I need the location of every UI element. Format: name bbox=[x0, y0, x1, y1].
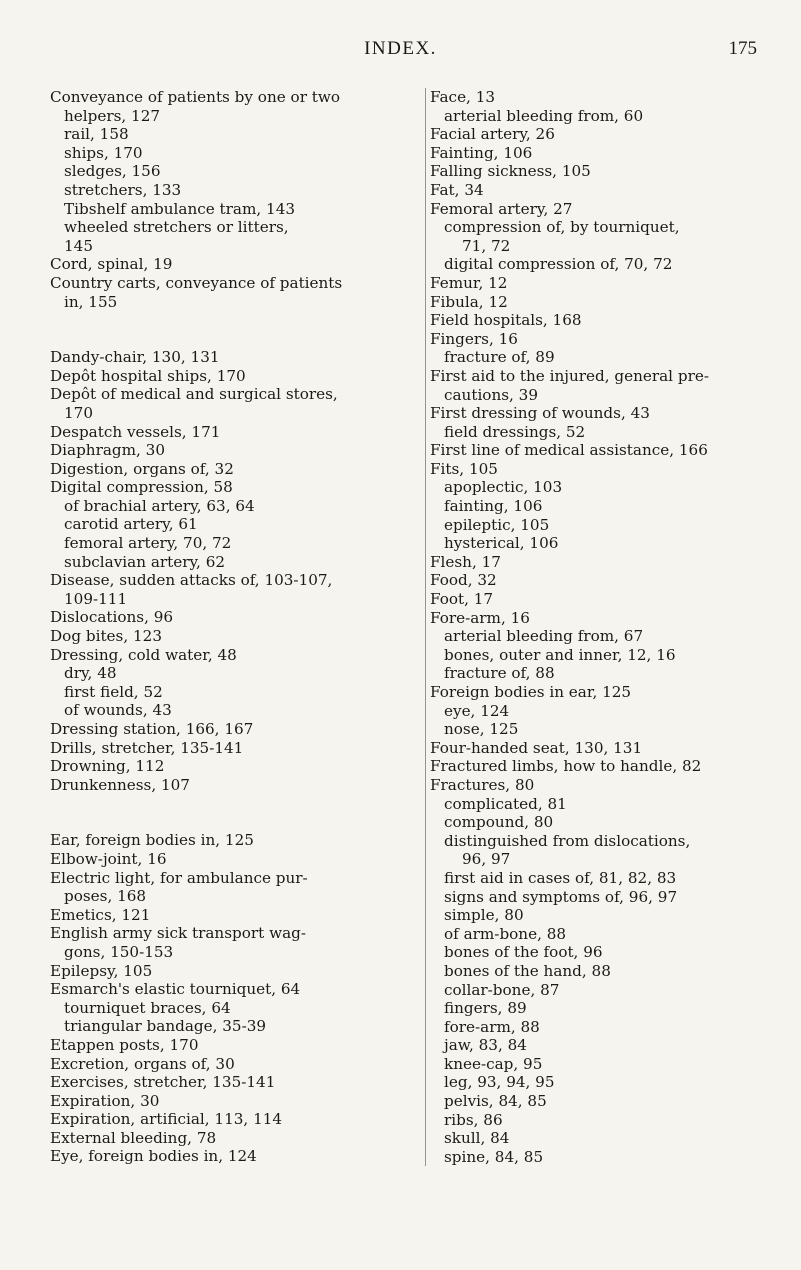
index-subentry: Tibshelf ambulance tram, 143 bbox=[64, 199, 296, 218]
index-entry: First dressing of wounds, 43 bbox=[430, 404, 650, 423]
index-entry: Eye, foreign bodies in, 124 bbox=[50, 1147, 257, 1166]
index-entry: Digital compression, 58 bbox=[50, 478, 233, 497]
page-header bbox=[0, 38, 801, 68]
index-subentry: bones of the foot, 96 bbox=[444, 943, 603, 962]
index-subentry: of arm-bone, 88 bbox=[444, 924, 567, 943]
index-subentry: fingers, 89 bbox=[444, 999, 527, 1018]
index-subentry: bones of the hand, 88 bbox=[444, 961, 611, 980]
index-subentry: 96, 97 bbox=[462, 850, 511, 869]
index-entry: Elbow-joint, 16 bbox=[50, 849, 167, 868]
index-subentry: compound, 80 bbox=[444, 813, 554, 832]
section-gap bbox=[50, 794, 410, 831]
index-entry: Diaphragm, 30 bbox=[50, 441, 166, 460]
index-entry: Cord, spinal, 19 bbox=[50, 255, 173, 274]
index-entry: Drunkenness, 107 bbox=[50, 775, 190, 794]
index-subentry: first aid in cases of, 81, 82, 83 bbox=[444, 868, 677, 887]
index-subentry: collar-bone, 87 bbox=[444, 980, 560, 999]
index-entry: Fractures, 80 bbox=[430, 775, 535, 794]
index-entry: Electric light, for ambulance pur- bbox=[50, 868, 308, 887]
index-subentry: gons, 150-153 bbox=[64, 942, 174, 961]
index-subentry: 109-111 bbox=[64, 589, 128, 608]
index-subentry: helpers, 127 bbox=[64, 106, 161, 125]
index-subentry: 145 bbox=[64, 236, 93, 255]
index-entry: Face, 13 bbox=[430, 88, 496, 106]
index-entry: Flesh, 17 bbox=[430, 552, 501, 571]
index-column-left bbox=[50, 88, 410, 1166]
index-entry: Dislocations, 96 bbox=[50, 608, 174, 627]
index-entry: Dressing station, 166, 167 bbox=[50, 720, 254, 738]
index-subentry: rail, 158 bbox=[64, 125, 129, 144]
index-entry: Dog bites, 123 bbox=[50, 627, 162, 646]
index-subentry: apoplectic, 103 bbox=[444, 478, 563, 497]
index-entry: Expiration, 30 bbox=[50, 1091, 160, 1110]
index-subentry: 170 bbox=[64, 403, 93, 422]
index-subentry: first field, 52 bbox=[64, 682, 163, 701]
index-entry: Conveyance of patients by one or two bbox=[50, 88, 341, 106]
index-subentry: eye, 124 bbox=[444, 701, 510, 720]
index-subentry: compression of, by tourniquet, bbox=[444, 218, 680, 237]
index-subentry: arterial bleeding from, 67 bbox=[444, 627, 644, 646]
index-column-right bbox=[425, 88, 780, 1166]
index-entry: Despatch vessels, 171 bbox=[50, 422, 221, 441]
index-entry: Esmarch's elastic tourniquet, 64 bbox=[50, 980, 301, 999]
index-entry: English army sick transport wag- bbox=[50, 924, 306, 943]
index-subentry: 71, 72 bbox=[462, 236, 511, 255]
index-subentry: field dressings, 52 bbox=[444, 422, 586, 441]
index-subentry: dry, 48 bbox=[64, 664, 117, 683]
index-subentry: complicated, 81 bbox=[444, 794, 567, 813]
index-subentry: of brachial artery, 63, 64 bbox=[64, 496, 255, 515]
index-entry: Four-handed seat, 130, 131 bbox=[430, 738, 643, 757]
index-entry: Country carts, conveyance of patients bbox=[50, 273, 343, 292]
index-entry: Fore-arm, 16 bbox=[430, 608, 530, 627]
index-entry: Foreign bodies in ear, 125 bbox=[430, 683, 632, 701]
index-subentry: femoral artery, 70, 72 bbox=[64, 534, 232, 553]
index-subentry: fracture of, 88 bbox=[444, 664, 555, 683]
index-entry: Dressing, cold water, 48 bbox=[50, 645, 237, 664]
index-entry: Drills, stretcher, 135-141 bbox=[50, 738, 244, 757]
index-entry: Epilepsy, 105 bbox=[50, 961, 153, 980]
index-entry: Drowning, 112 bbox=[50, 757, 165, 776]
index-subentry: bones, outer and inner, 12, 16 bbox=[444, 645, 676, 664]
index-entry: Food, 32 bbox=[430, 571, 497, 590]
index-entry: Falling sickness, 105 bbox=[430, 162, 591, 181]
index-subentry: subclavian artery, 62 bbox=[64, 552, 226, 571]
index-subentry: stretchers, 133 bbox=[64, 180, 182, 199]
index-entry: Depôt hospital ships, 170 bbox=[50, 366, 246, 385]
index-subentry: cautions, 39 bbox=[444, 385, 539, 404]
index-subentry: arterial bleeding from, 60 bbox=[444, 106, 644, 125]
index-subentry: signs and symptoms of, 96, 97 bbox=[444, 887, 678, 906]
index-subentry: distinguished from dislocations, bbox=[444, 831, 691, 850]
index-entry: Foot, 17 bbox=[430, 590, 494, 609]
index-subentry: fracture of, 89 bbox=[444, 348, 555, 367]
index-subentry: nose, 125 bbox=[444, 720, 519, 739]
index-entry: Depôt of medical and surgical stores, bbox=[50, 385, 338, 404]
index-subentry: leg, 93, 94, 95 bbox=[444, 1073, 555, 1092]
page-number: 175 bbox=[728, 38, 757, 59]
index-entry: External bleeding, 78 bbox=[50, 1128, 217, 1147]
index-subentry: jaw, 83, 84 bbox=[444, 1036, 527, 1055]
index-subentry: tourniquet braces, 64 bbox=[64, 998, 231, 1017]
index-entry: Fibula, 12 bbox=[430, 292, 508, 311]
index-subentry: digital compression of, 70, 72 bbox=[444, 255, 673, 274]
index-entry: Dandy-chair, 130, 131 bbox=[50, 348, 220, 367]
index-subentry: spine, 84, 85 bbox=[444, 1147, 544, 1166]
index-entry: Disease, sudden attacks of, 103-107, bbox=[50, 571, 333, 590]
index-entry: Emetics, 121 bbox=[50, 905, 151, 924]
index-entry: Fainting, 106 bbox=[430, 143, 533, 162]
index-subentry: fore-arm, 88 bbox=[444, 1017, 540, 1036]
index-entry: Exercises, stretcher, 135-141 bbox=[50, 1073, 276, 1092]
index-entry: Digestion, organs of, 32 bbox=[50, 459, 234, 478]
index-entry: Fat, 34 bbox=[430, 180, 484, 199]
index-entry: Ear, foreign bodies in, 125 bbox=[50, 831, 254, 850]
index-entry: Facial artery, 26 bbox=[430, 125, 555, 144]
index-subentry: carotid artery, 61 bbox=[64, 515, 198, 534]
index-subentry: triangular bandage, 35-39 bbox=[64, 1017, 267, 1036]
index-entry: Fingers, 16 bbox=[430, 329, 518, 348]
index-subentry: in, 155 bbox=[64, 292, 118, 311]
index-subentry: poses, 168 bbox=[64, 887, 147, 906]
index-subentry: knee-cap, 95 bbox=[444, 1054, 543, 1073]
index-entry: Excretion, organs of, 30 bbox=[50, 1054, 235, 1073]
page-title: INDEX. bbox=[364, 38, 437, 59]
section-gap bbox=[50, 311, 410, 348]
index-entry: First aid to the injured, general pre- bbox=[430, 366, 709, 385]
index-subentry: skull, 84 bbox=[444, 1129, 510, 1148]
index-subentry: ships, 170 bbox=[64, 143, 143, 162]
index-entry: Field hospitals, 168 bbox=[430, 311, 582, 330]
index-subentry: of wounds, 43 bbox=[64, 701, 172, 720]
index-entry: First line of medical assistance, 166 bbox=[430, 441, 708, 460]
index-subentry: pelvis, 84, 85 bbox=[444, 1092, 547, 1111]
index-subentry: ribs, 86 bbox=[444, 1110, 503, 1129]
index-entry: Femur, 12 bbox=[430, 273, 508, 292]
index-subentry: hysterical, 106 bbox=[444, 534, 559, 553]
index-entry: Etappen posts, 170 bbox=[50, 1035, 199, 1054]
index-entry: Fractured limbs, how to handle, 82 bbox=[430, 757, 702, 776]
index-subentry: simple, 80 bbox=[444, 906, 524, 925]
index-entry: Femoral artery, 27 bbox=[430, 199, 573, 218]
index-entry: Expiration, artificial, 113, 114 bbox=[50, 1110, 283, 1129]
index-subentry: wheeled stretchers or litters, bbox=[64, 218, 289, 237]
index-entry: Fits, 105 bbox=[430, 459, 498, 478]
index-subentry: epileptic, 105 bbox=[444, 515, 550, 534]
index-subentry: fainting, 106 bbox=[444, 497, 543, 516]
index-subentry: sledges, 156 bbox=[64, 162, 161, 181]
